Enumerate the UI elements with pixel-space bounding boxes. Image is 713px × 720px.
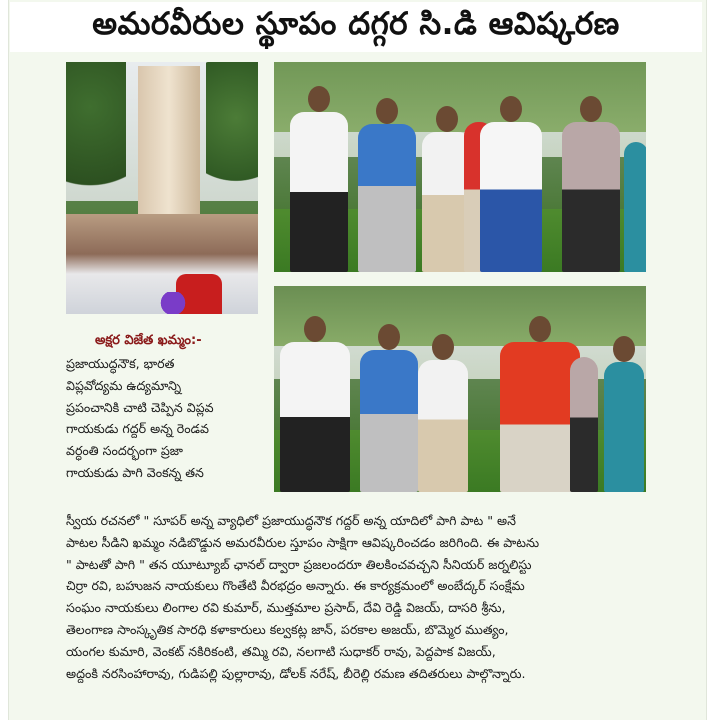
person-teal-dress: [604, 362, 644, 492]
person-head: [376, 98, 398, 124]
person-head: [580, 96, 602, 122]
person-speaker: [480, 122, 542, 272]
person-white-shirt: [290, 112, 348, 272]
article-column-text: [66, 353, 262, 484]
article-line: పాటల సీడిని ఖమ్మం నడిబొడ్డున అమరవీరుల స్తూపం సాక్షిగా ఆవిష్కరించడం జరిగింది. ఈ పాటను: [66, 534, 540, 550]
article-line: అద్దంకి నరసింహారావు, గుడిపల్లి పుల్లారావు, డోలక్ నరేష్, బీరెల్లి రమణ తదితరులు పాల్గొన్నారు.: [66, 665, 526, 681]
article-line: చిర్రా రవి, బహుజన నాయకులు గొంతేటి వీరభద్రం అన్నారు. ఈ కార్యక్రమంలో అంబేద్కర్ సంక్షేమ: [66, 578, 525, 594]
article-line: ప్రపంచానికి చాటి చెప్పిన విప్లవ: [66, 399, 214, 415]
person-head: [432, 334, 454, 360]
crowd-near-memorial-photo: [66, 62, 258, 314]
person-white-shirt: [418, 360, 468, 492]
person-head: [529, 316, 551, 342]
byline: అక్షర విజేత ఖమ్మం:-: [95, 333, 202, 348]
person-head: [436, 106, 458, 132]
article-line: యంగల కుమారి, వెంకట్ నకిరికంటి, తమ్మి రవి, నలగాటి సుధాకర్ రావు, పెద్దపాక విజయ్,: [66, 643, 496, 659]
headline: అమరవీరుల స్థూపం దగ్గర సి.డి ఆవిష్కరణ: [10, 2, 702, 52]
person-check-shirt: [570, 357, 598, 492]
person-head: [308, 86, 330, 112]
article-body-text: [66, 510, 660, 684]
tree-foliage: [66, 62, 126, 212]
tree-foliage: [274, 286, 646, 346]
person-head: [378, 324, 400, 350]
person-head: [613, 336, 635, 362]
singer-red-shirt: [500, 342, 580, 492]
person-check-shirt: [562, 122, 620, 272]
article-line: సంఘం నాయకులు లింగాల రవి కుమార్, ముత్తమాల ప్రసాద్, దేవి రెడ్డి విజయ్, దాసరి శ్రీను,: [66, 600, 506, 616]
person-teal-dress: [624, 142, 646, 272]
article-line: గాయకుడు పాగి వెంకన్న తన: [66, 464, 204, 480]
group-standing-outdoors-photo: [274, 62, 646, 272]
article-line: " పాటతో పాగి " తన యూట్యూబ్ ఛానల్ ద్వారా ప్రజలందరూ తిలకించవచ్చని సీనియర్ జర్నలిస్టు: [66, 556, 532, 572]
person-blue-shirt: [360, 350, 418, 492]
person-head: [304, 316, 326, 342]
article-line: స్వీయ రచనలో " సూపర్ అన్న వ్యాధిలో ప్రజాయుద్ధనౌక గద్దర్ అన్న యాదిలో పాగి పాట " అనే: [66, 513, 516, 528]
person-white-shirt: [280, 342, 350, 492]
tree-foliage: [206, 62, 258, 202]
article-line: తెలంగాణ సాంస్కృతిక సారధి కళాకారులు కల్వకట్ల జాన్, పరకాల అజయ్, బొమ్మెర ముత్యం,: [66, 621, 509, 637]
person-head: [500, 96, 522, 122]
person-blue-shirt: [358, 124, 416, 272]
article-line: ప్రజాయుద్ధనౌక, భారత: [66, 356, 175, 371]
singer-with-microphone-photo: [274, 286, 646, 492]
article-line: వర్ధంతి సందర్భంగా ప్రజా: [66, 443, 183, 459]
article-line: విప్లవోద్యమ ఉద్యమాన్ని: [66, 377, 182, 393]
balloons: [156, 292, 190, 314]
article-line: గాయకుడు గద్దర్ అన్న రెండవ: [66, 421, 209, 437]
